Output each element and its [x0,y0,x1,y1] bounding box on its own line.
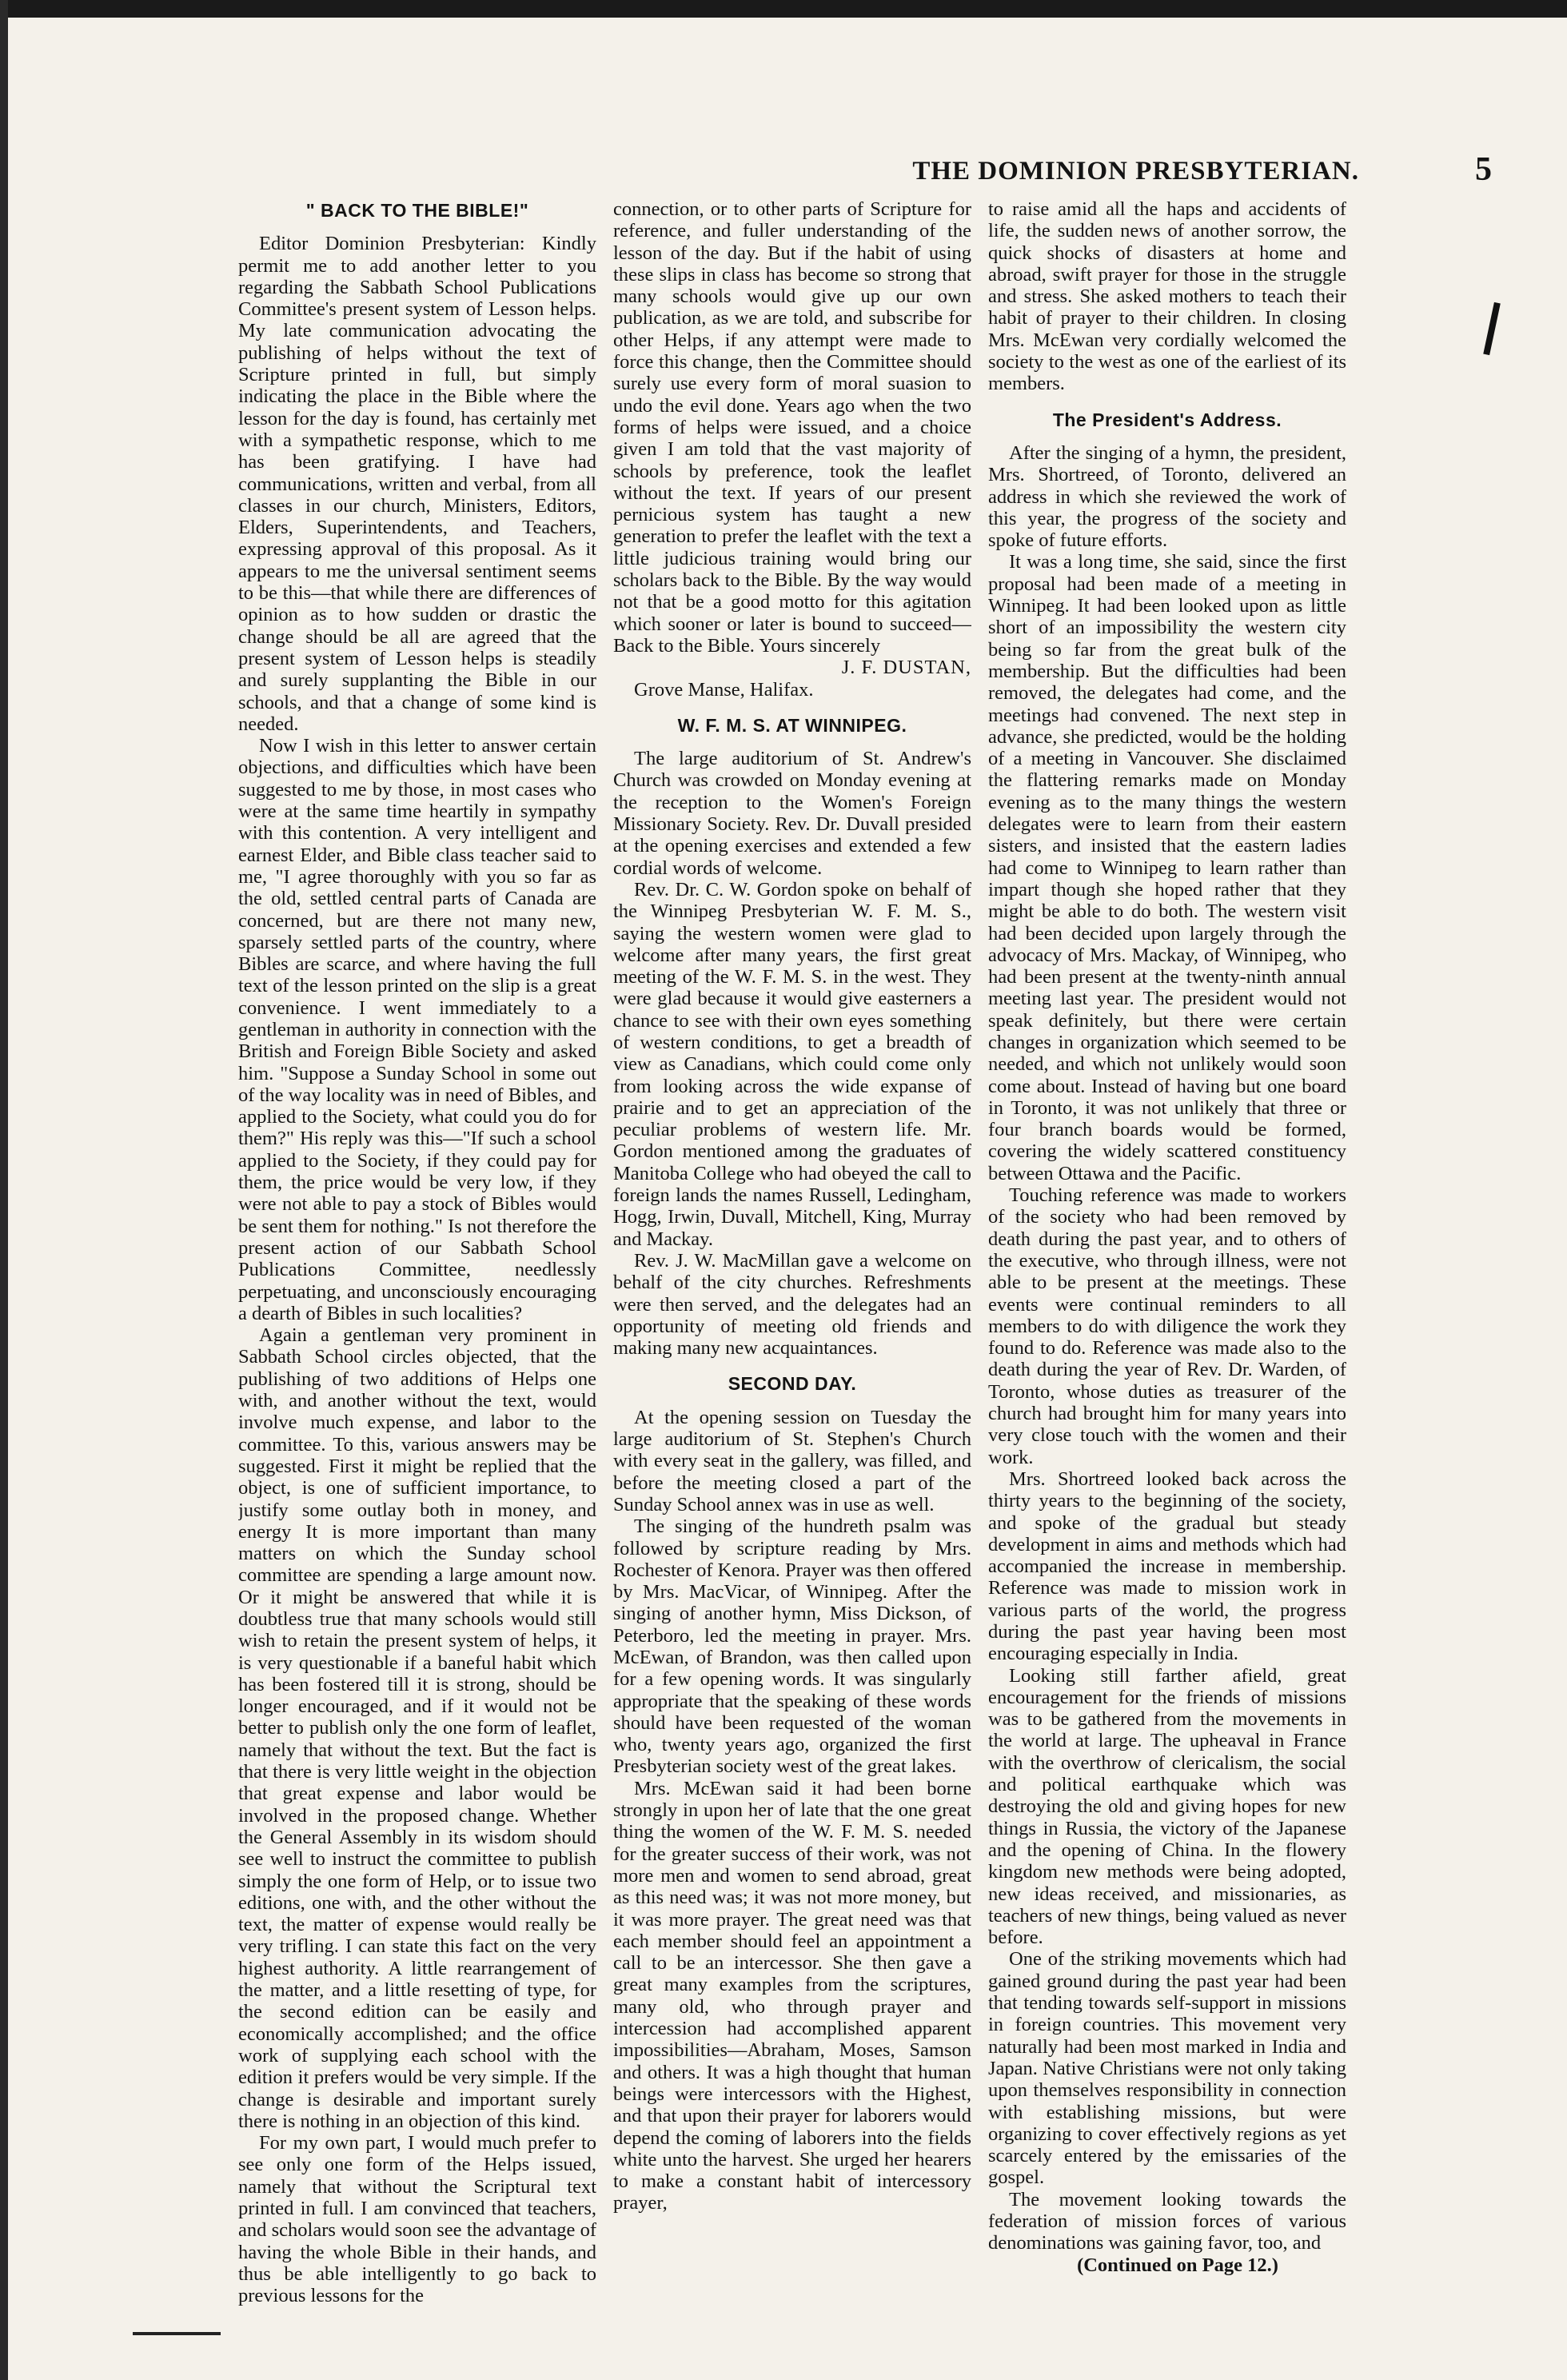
paragraph: The movement looking towards the federation of mission forces of various denominations was gaining favor, too, and [988,2188,1346,2254]
signature: J. F. DUSTAN, [841,657,971,679]
scan-top-edge [0,0,1567,18]
paragraph: One of the striking movements which had gained ground during the past year had been that tending towards self-support in missions in foreign countries. This movement very naturally had been most marked in India and Japan. Native Christians were not only taking upon themselves responsibility in connection with establishing missions, but were organizing to cover effectively regions as yet scarcely entered by the emissaries of the gospel. [988,1948,1346,2189]
paragraph: Now I wish in this letter to answer certain objections, and difficulties which have been suggested to me by those, in most cases who were at the same time heartily in sympathy with this contention. A very intelligent and earnest Elder, and Bible class teacher said to me, "I agree thoroughly with you so far as the old, settled central parts of Canada are concerned, but are there not many new, sparsely settled parts of the country, where Bibles are scarce, and where having the full text of the lesson printed on the slip is a great convenience. I went immediately to a gentleman in authority in connection with the British and Foreign Bible Society and asked him. "Suppose a Sunday School in some out of the way locality was in need of Bibles, and applied to the Society, what could you do for them?" His reply was this—"If such a school applied to the Society, if they could pay for them, the price would be very low, if they were not able to pay a stock of Bibles would be sent them for nothing." Is not therefore the present action of our Sabbath School Publications Committee, needlessly perpetuating, and unconsciously encouraging a dearth of Bibles in such localities? [238,735,596,1324]
paragraph: Rev. Dr. C. W. Gordon spoke on behalf of the Winnipeg Presbyterian W. F. M. S., saying the western women were glad to welcome after many years, the first great meeting of the W. F. M. S. in the west. They were glad because it would give easterners a chance to see with their own eyes something of western conditions, to get a breadth of view as Canadians, which could come only from looking across the wide expanse of prairie and to get an appreciation of the peculiar problems of western life. Mr. Gordon mentioned among the graduates of Manitoba College who had obeyed the call to foreign lands the names Russell, Ledingham, Hogg, Irwin, Duvall, Mitchell, King, Murray and Mackay. [613,878,971,1250]
scan-left-edge [0,0,8,2380]
paragraph: After the singing of a hymn, the president, Mrs. Shortreed, of Toronto, delivered an address in which she reviewed the work of this year, the progress of the society and spoke of future efforts. [988,441,1346,552]
paragraph: The singing of the hundreth psalm was followed by scripture reading by Mrs. Rochester of Kenora. Prayer was then offered by Mrs. MacVicar, of Winnipeg. After the singing of another hymn, Miss Dickson, of Peterboro, led the meeting in prayer. Mrs. McEwan, of Brandon, was then called upon for a few opening words. It was singularly appropriate that the speaking of these words should have been requested of the woman who, twenty years ago, organized the first Presbyterian society west of the great lakes. [613,1515,971,1778]
paragraph: Rev. J. W. MacMillan gave a welcome on behalf of the city churches. Refreshments were then served, and the delegates had an opportunity of meeting old friends and making many new acquaintances. [613,1249,971,1360]
page-number: 5 [1475,151,1492,188]
masthead: THE DOMINION PRESBYTERIAN. [912,157,1359,186]
paragraph: connection, or to other parts of Scripture for reference, and fuller understanding of the lesson of the day. But if the habit of using these slips in class has become so strong that many schools would give up our own publication, as we are told, and subscribe for other Helps, if any attempt were made to force this change, then the Committee should surely use every form of moral suasion to undo the evil done. Years ago when the two forms of helps were issued, and a choice given I am told that the vast majority of schools by preference, took the leaflet without the text. If years of our present pernicious system has taught a new generation to prefer the leaflet with the text a little judicious training would bring our scholars back to the Bible. By the way would not that be a good motto for this agitation which sooner or later is bound to succeed—Back to the Bible. Yours sincerely [613,198,971,657]
column-3 [988,198,1346,2358]
article-heading-wfms: W. F. M. S. AT WINNIPEG. [677,714,907,736]
column-2 [613,198,971,2358]
section-heading-second-day: SECOND DAY. [728,1373,857,1395]
paragraph: Editor Dominion Presbyterian: Kindly permit me to add another letter to you regarding the Sabbath School Publications Committee's present system of Lesson helps. My late communication advocating the publishing of helps without the text of Scripture printed in full, but simply indicating the place in the Bible where the lesson for the day is found, has certainly met with a sympathetic response, which to me has been gratifying. I have had communications, written and verbal, from all classes in our church, Ministers, Editors, Elders, Superintendents, and Teachers, expressing approval of this proposal. As it appears to me the universal sentiment seems to be this—that while there are differences of opinion as to how sudden or drastic the change should be all are agreed that the present system of Lesson helps is steadily and surely supplanting the Bible in our schools, and that a change of some kind is needed. [238,233,596,735]
paragraph: At the opening session on Tuesday the large auditorium of St. Stephen's Church with every seat in the gallery, was filled, and before the meeting closed a part of the Sunday School annex was in use as well. [613,1406,971,1515]
paragraph: Again a gentleman very prominent in Sabbath School circles objected, that the publishing of two additions of Helps one with, and another without the text, would involve much expense, and labor to the committee. To this, various answers may be suggested. First it might be replied that the object, is one of sufficient importance, to justify some outlay both in money, and energy It is more important than many matters on which the Sunday school committee are spending a large amount now. Or it might be answered that while it is doubtless true that many schools would still wish to retain the present system of helps, it is very questionable if a baneful habit which has been fostered till it is strong, should be longer encouraged, and if it would not be better to publish only the one form of leaflet, namely that without the text. But the fact is that there is very little weight in the objection that great expense and labor would be involved in the proposed change. Whether the General Assembly in its wisdom should see well to instruct the committee to publish simply the one form of Help, or to issue two editions, one with, and the other without the text, the matter of expense would really be very trifling. I can state this fact on the very highest authority. A little rearrangement of the matter, and a little resetting of type, for the second edition can be easily and economically accomplished; and the office work of supplying each school with the edition it prefers would be very simple. If the change is desirable and important surely there is nothing in an objection of this kind. [238,1324,596,2132]
section-heading-presidents-address: The President's Address. [1052,409,1282,430]
margin-pencil-mark [1483,302,1501,355]
paragraph: It was a long time, she said, since the first proposal had been made of a meeting in Winnipeg. It had been looked upon as little short of an impossibility the western city being so far from the great bulk of the membership. But the difficulties had been removed, the delegates had come, and the meetings had convened. The next step in advance, she predicted, would be the holding of a meeting in Vancouver. She disclaimed the flattering remarks made on Monday evening as to the many things the western delegates were to learn from their eastern sisters, and insisted that the eastern ladies had come to Winnipeg to learn rather than impart though she hoped rather that they might be able to do both. The western visit had been decided upon largely through the advocacy of Mrs. Mackay, of Winnipeg, who had been present at the twenty-ninth annual meeting last year. The president would not speak definitely, but there were certain changes in organization which seemed to be needed, and which not unlikely would soon come about. Instead of having but one board in Toronto, it was not unlikely that three or four branch boards would be formed, covering the widely scattered constituency between Ottawa and the Pacific. [988,551,1346,1184]
paragraph: Touching reference was made to workers of the society who had been removed by death during the past year, and to others of the executive, who through illness, were not able to be present at the meetings. These events were continual reminders to all members to do with diligence the work they found to do. Reference was made also to the death during the year of Rev. Dr. Warden, of Toronto, whose duties as treasurer of the church had brought him for many years into very close touch with the women and their work. [988,1184,1346,1468]
margin-scribble [133,2332,221,2335]
article-heading-back-to-bible: " BACK TO THE BIBLE!" [305,200,529,221]
paragraph: Looking still farther afield, great encouragement for the friends of missions was to be gathered from the movements in the world at large. The upheaval in France with the overthrow of clericalism, the social and political earthquake which was destroying the old and giving hopes for new things in Russia, the victory of the Japanese and the opening of China. In the flowery kingdom new methods were being adopted, new ideas received, and missionaries, as teachers of new things, being valued as never before. [988,1664,1346,1949]
paragraph: Mrs. McEwan said it had been borne strongly in upon her of late that the one great thing the women of the W. F. M. S. needed for the greater success of their work, was not more men and women to send abroad, great as this need was; it was not more money, but it was more prayer. The great need was that each member should feel an appointment a call to be an intercessor. She then gave a great many examples from the scriptures, many old, who through prayer and intercession had accomplished apparent impossibilities—Abraham, Moses, Samson and others. It was a high thought that human beings were intercessors with the Highest, and that upon their prayer for laborers would depend the coming of laborers into the fields white unto the harvest. She urged her hearers to make a constant habit of intercessory prayer, [613,1777,971,2214]
paragraph: For my own part, I would much prefer to see only one form of the Helps issued, namely that without the Scriptural text printed in full. I am convinced that teachers, and scholars would soon see the advantage of having the whole Bible in their hands, and thus be able intelligently to go back to previous lessons for the [238,2132,596,2307]
paragraph: to raise amid all the haps and accidents of life, the sudden news of another sorrow, the quick shocks of disasters at home and abroad, swift prayer for those in the struggle and stress. She asked mothers to teach their habit of prayer to their children. In closing Mrs. McEwan very cordially welcomed the society to the west as one of the earliest of its members. [988,198,1346,395]
address: Grove Manse, Halifax. [634,678,814,701]
continued-note: (Continued on Page 12.) [1077,2254,1278,2276]
paragraph: The large auditorium of St. Andrew's Church was crowded on Monday evening at the reception to the Women's Foreign Missionary Society. Rev. Dr. Duvall presided at the opening exercises and extended a few cordial words of welcome. [613,748,971,879]
column-1 [238,198,596,2358]
paragraph: Mrs. Shortreed looked back across the thirty years to the beginning of the society, and spoke of the gradual but steady development in aims and methods which had accompanied the increase in membership. Reference was made to mission work in various parts of the world, the progress during the past year having been most encouraging especially in India. [988,1468,1346,1665]
